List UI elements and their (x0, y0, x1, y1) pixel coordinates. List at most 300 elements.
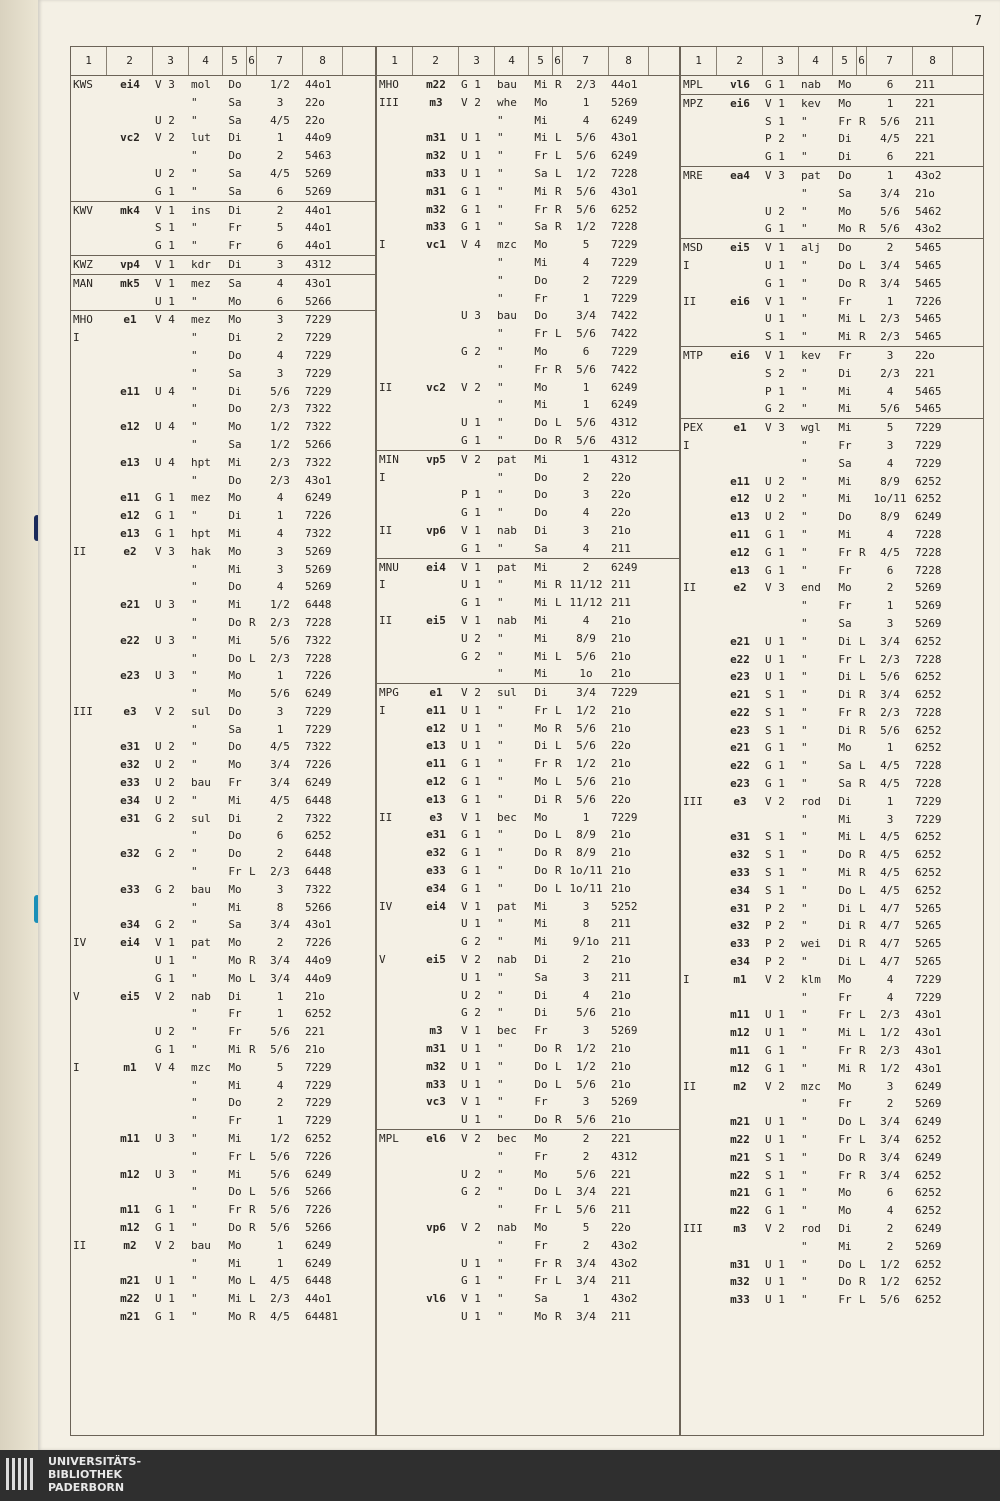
table-cell (71, 1148, 107, 1166)
table-cell (71, 365, 107, 383)
table-cell: e31 (426, 828, 446, 842)
table-cell (153, 1112, 189, 1130)
table-cell (553, 451, 563, 469)
table-cell: 6249 (305, 1256, 332, 1270)
table-cell: G 1 (461, 864, 481, 878)
table-cell (553, 290, 563, 308)
table-cell: Fr (838, 1044, 852, 1058)
table-cell: 5/6 (270, 1025, 290, 1039)
table-cell (553, 951, 563, 969)
table-cell: L (555, 775, 562, 789)
table-row (681, 597, 983, 615)
table-cell (857, 473, 867, 491)
table-cell: Do (228, 704, 242, 718)
table-cell: 1/2 (576, 220, 596, 234)
table-cell: " (801, 384, 808, 398)
table-cell (553, 469, 563, 487)
table-cell (553, 396, 563, 414)
table-row (71, 472, 375, 490)
table-cell: Di (838, 670, 852, 684)
table-cell: Do (838, 1275, 852, 1289)
table-cell: e1 (733, 421, 747, 435)
table-cell (459, 1237, 495, 1255)
table-cell: " (801, 114, 808, 128)
table-cell: G 1 (461, 184, 481, 198)
table-cell: S 1 (765, 830, 785, 844)
table-cell: 7228 (915, 545, 942, 559)
table-row (71, 916, 375, 934)
table-cell: 5252 (611, 899, 638, 913)
table-cell (71, 561, 107, 579)
table-cell: e13 (426, 739, 446, 753)
table-cell: 43o2 (915, 222, 942, 236)
table-cell: R (555, 757, 562, 771)
table-cell: Sa (534, 970, 548, 984)
table-cell: " (801, 1257, 808, 1271)
table-cell: Sa (228, 95, 242, 109)
table-cell (107, 1183, 153, 1201)
table-row (681, 1184, 983, 1202)
table-cell (377, 773, 413, 791)
table-cell: 21o (305, 989, 325, 1003)
table-cell (247, 1112, 257, 1130)
table-cell: L (555, 1185, 562, 1199)
table-cell: " (801, 186, 808, 200)
table-cell (247, 721, 257, 739)
table-cell: 43o1 (305, 276, 332, 290)
table-cell: 3 (276, 704, 284, 718)
table-cell (247, 899, 257, 917)
table-cell: V 2 (461, 452, 481, 466)
table-cell: e34 (730, 883, 750, 897)
table-cell: R (249, 1043, 256, 1057)
table-row (377, 1272, 679, 1290)
table-cell: " (191, 793, 198, 807)
table-cell: 5/6 (576, 1006, 596, 1020)
table-cell: m21 (730, 1115, 750, 1129)
table-cell: m31 (426, 131, 446, 145)
table-row (71, 1077, 375, 1095)
table-row (71, 1112, 375, 1130)
table-cell: 3/4 (880, 186, 900, 200)
table-cell: V 1 (765, 294, 785, 308)
table-cell (459, 254, 495, 272)
table-cell: 6252 (915, 1168, 942, 1182)
table-cell: Mi (534, 935, 548, 949)
table-cell: L (555, 1077, 562, 1091)
table-cell: m21 (730, 1186, 750, 1200)
table-cell: U 2 (765, 204, 785, 218)
table-cell: 4 (276, 348, 284, 362)
table-cell (413, 1237, 459, 1255)
table-cell: S 1 (765, 883, 785, 897)
table-cell: Di (228, 257, 242, 271)
table-cell: 2 (276, 203, 284, 217)
table-cell: " (801, 1168, 808, 1182)
table-cell: vp6 (426, 1221, 446, 1234)
table-cell: 5/6 (576, 1203, 596, 1217)
table-row (681, 775, 983, 793)
column-header: 5 (833, 47, 857, 75)
table-cell: 6249 (305, 1167, 332, 1181)
table-row (71, 596, 375, 614)
table-cell (553, 1237, 563, 1255)
table-cell: 21o (611, 649, 631, 663)
table-cell: V 2 (765, 1222, 785, 1235)
table-cell: R (555, 721, 562, 735)
table-cell: Fr (534, 703, 548, 717)
table-cell: Di (838, 723, 852, 737)
table-cell: Do (228, 740, 242, 754)
table-cell: e13 (730, 510, 750, 524)
table-cell (71, 1077, 107, 1095)
table-cell: 21o (611, 703, 631, 717)
table-row (377, 844, 679, 862)
table-cell: Do (838, 1150, 852, 1164)
table-cell: 5269 (915, 1097, 942, 1111)
table-cell (247, 827, 257, 845)
table-cell: 6 (886, 1186, 894, 1200)
table-cell: " (191, 865, 198, 879)
table-row (681, 615, 983, 633)
column-header: 1 (71, 47, 107, 75)
table-cell: 4 (276, 580, 284, 594)
table-cell (857, 419, 867, 437)
table-cell: Fr (534, 1149, 548, 1163)
table-cell: vc1 (426, 238, 446, 252)
table-cell: " (801, 276, 808, 290)
table-cell: Do (534, 309, 548, 323)
table-row (681, 1149, 983, 1167)
table-cell: Di (228, 331, 242, 345)
table-cell: m33 (426, 220, 446, 234)
table-cell: m2 (733, 1079, 747, 1093)
table-cell (107, 952, 153, 970)
table-cell: m2 (123, 1238, 137, 1252)
table-cell: L (555, 1274, 562, 1288)
table-row (681, 651, 983, 669)
table-cell: 5265 (915, 901, 942, 915)
table-cell: klm (801, 972, 821, 986)
table-cell: U 2 (155, 1025, 175, 1039)
table-cell: Mi (534, 649, 548, 663)
table-cell (71, 738, 107, 756)
table-cell: " (801, 527, 808, 541)
table-cell: 3 (276, 257, 284, 271)
table-cell: " (191, 1114, 198, 1128)
table-cell: 4/5 (270, 740, 290, 754)
table-cell: L (859, 670, 866, 684)
table-cell: 221 (611, 1132, 631, 1146)
table-cell: ins (191, 203, 211, 217)
table-cell (413, 1183, 459, 1201)
table-cell: 7229 (915, 794, 942, 808)
table-cell: vl6 (426, 1292, 446, 1306)
table-cell: 2/3 (270, 402, 290, 416)
table-row (377, 791, 679, 809)
table-cell (459, 325, 495, 343)
table-cell: III (73, 704, 93, 718)
table-cell: 5266 (305, 1185, 332, 1199)
table-cell (413, 915, 459, 933)
table-cell: el6 (426, 1132, 446, 1146)
table-cell (681, 328, 717, 346)
table-cell: 1/2 (270, 420, 290, 434)
table-cell: Mi (838, 312, 852, 326)
table-cell (857, 562, 867, 580)
table-cell: " (191, 221, 198, 235)
table-cell: G 1 (155, 526, 175, 540)
table-cell: Mo (228, 669, 242, 683)
table-cell: Mo (228, 936, 242, 950)
table-cell: Do (534, 1042, 548, 1056)
table-cell: " (497, 416, 504, 430)
table-cell (153, 863, 189, 881)
table-cell: " (801, 222, 808, 236)
table-cell: Do (534, 1113, 548, 1127)
table-cell (553, 112, 563, 130)
table-cell: Mo (838, 96, 852, 110)
table-cell (553, 254, 563, 272)
table-cell: 22o (611, 470, 631, 484)
table-cell (153, 614, 189, 632)
table-cell: 22o (611, 792, 631, 806)
table-cell: Di (838, 688, 852, 702)
table-cell (247, 256, 257, 274)
table-cell: L (859, 901, 866, 915)
table-cell: Do (228, 847, 242, 861)
table-cell: 2/3 (270, 473, 290, 487)
table-cell: 22o (611, 1221, 631, 1234)
table-cell: " (191, 331, 198, 345)
table-cell (857, 1184, 867, 1202)
table-cell: V 1 (155, 936, 175, 950)
table-cell: e22 (120, 633, 140, 647)
table-cell (107, 183, 153, 201)
table-row (681, 544, 983, 562)
table-cell: e21 (120, 598, 140, 612)
table-cell: " (191, 1096, 198, 1110)
column-header: 8 (303, 47, 343, 75)
table-cell: Mo (228, 1309, 242, 1323)
column-header-row (377, 47, 679, 76)
table-cell (71, 1290, 107, 1308)
table-cell: Do (534, 1059, 548, 1073)
table-cell: " (497, 1095, 504, 1109)
table-cell: 6252 (915, 1204, 942, 1218)
table-cell: L (249, 1292, 256, 1306)
table-cell: Mo (838, 204, 852, 218)
table-cell: mez (191, 313, 211, 327)
table-cell (71, 454, 107, 472)
table-cell (763, 597, 799, 615)
table-cell: " (497, 433, 504, 447)
table-cell (717, 400, 763, 418)
table-row (71, 274, 375, 293)
table-cell (413, 648, 459, 666)
table-row (681, 900, 983, 918)
table-row (681, 400, 983, 418)
table-cell: " (191, 669, 198, 683)
table-cell: 221 (611, 1185, 631, 1199)
table-cell: Sa (534, 166, 548, 180)
table-row (377, 951, 679, 969)
table-cell: 22o (611, 739, 631, 753)
table-cell: MRE (683, 168, 703, 182)
table-cell: Fr (534, 327, 548, 341)
table-cell: 5/6 (576, 1113, 596, 1127)
table-cell (857, 347, 867, 365)
table-cell: V 3 (765, 581, 785, 595)
table-cell: L (859, 1026, 866, 1040)
table-cell: Sa (228, 276, 242, 290)
table-row (377, 129, 679, 147)
table-row (681, 1078, 983, 1096)
table-cell: 21o (611, 757, 631, 771)
table-row (71, 383, 375, 401)
table-row (681, 722, 983, 740)
table-cell: 2 (582, 560, 590, 574)
table-cell: Mi (534, 131, 548, 145)
table-cell: G 1 (765, 563, 785, 577)
table-cell: Mi (534, 78, 548, 91)
table-cell: 8 (276, 900, 284, 914)
table-row (377, 76, 679, 94)
table-cell: Di (838, 634, 852, 648)
table-cell: I (683, 258, 690, 272)
column-header: 1 (681, 47, 717, 75)
table-cell: 221 (915, 366, 935, 380)
table-cell (71, 1112, 107, 1130)
table-row (377, 665, 679, 683)
table-row (681, 864, 983, 882)
table-row (71, 219, 375, 237)
table-cell: 1 (886, 741, 894, 755)
table-cell: Fr (534, 1024, 548, 1038)
table-cell: " (801, 492, 808, 506)
table-cell (247, 881, 257, 899)
column-header-row (681, 47, 983, 76)
table-cell: L (555, 881, 562, 895)
table-cell: 7229 (611, 344, 638, 358)
table-cell: 7228 (305, 615, 332, 629)
table-cell: G 1 (461, 596, 481, 610)
table-cell: e34 (730, 955, 750, 969)
table-cell: Di (838, 132, 852, 146)
table-cell: R (859, 276, 866, 290)
table-cell: Do (534, 433, 548, 447)
table-cell: 4/5 (270, 793, 290, 807)
table-cell: " (801, 955, 808, 969)
table-cell: " (497, 970, 504, 984)
table-cell (71, 347, 107, 365)
table-cell: U 1 (461, 1042, 481, 1056)
table-cell (717, 811, 763, 829)
table-cell: " (497, 1238, 504, 1252)
table-cell: 7229 (305, 1096, 332, 1110)
table-cell: Mi (838, 402, 852, 416)
table-cell: U 3 (155, 1132, 175, 1146)
table-cell: 3 (582, 488, 590, 502)
table-cell (247, 1237, 257, 1255)
table-cell: 211 (611, 935, 631, 949)
table-row (377, 915, 679, 933)
table-cell (857, 811, 867, 829)
table-cell (857, 400, 867, 418)
table-cell (377, 129, 413, 147)
table-cell: " (801, 1186, 808, 1200)
table-cell: G 2 (155, 847, 175, 861)
table-cell: 4 (276, 526, 284, 540)
table-row (71, 703, 375, 721)
table-row (377, 720, 679, 738)
page-number: 7 (974, 14, 982, 29)
table-cell: 6249 (305, 687, 332, 701)
table-row (681, 1006, 983, 1024)
table-cell (553, 809, 563, 827)
table-cell: e32 (730, 919, 750, 933)
column-header: 4 (189, 47, 223, 75)
table-cell: U 3 (461, 309, 481, 323)
table-cell: 22o (305, 113, 325, 127)
table-cell: " (801, 1150, 808, 1164)
table-cell (681, 526, 717, 544)
table-cell: " (497, 828, 504, 842)
table-cell: " (191, 829, 198, 843)
table-cell (681, 113, 717, 131)
table-cell: P 2 (765, 937, 785, 951)
table-cell: 6249 (611, 149, 638, 163)
table-cell: U 3 (155, 633, 175, 647)
table-cell (107, 293, 153, 311)
table-cell: m11 (730, 1044, 750, 1058)
table-cell: 2 (582, 1238, 590, 1252)
table-cell (857, 739, 867, 757)
table-cell (857, 130, 867, 148)
table-cell: Do (228, 1221, 242, 1234)
table-cell: " (801, 1097, 808, 1111)
table-cell (247, 94, 257, 112)
table-row (71, 827, 375, 845)
column-header: 6 (857, 47, 867, 75)
table-cell (107, 650, 153, 668)
table-cell: 1 (276, 989, 284, 1003)
table-cell (413, 272, 459, 290)
table-cell: G 1 (765, 1186, 785, 1200)
table-row (71, 774, 375, 792)
table-cell: Mo (534, 1167, 548, 1181)
table-row (681, 757, 983, 775)
table-row (681, 1220, 983, 1238)
table-cell: 3/4 (270, 954, 290, 968)
table-cell (553, 684, 563, 702)
table-cell: e12 (426, 721, 446, 735)
table-cell: R (555, 433, 562, 447)
table-cell: 5/6 (576, 327, 596, 341)
table-cell: " (497, 166, 504, 180)
table-cell (681, 1006, 717, 1024)
table-cell: 7228 (915, 777, 942, 791)
table-cell: G 1 (765, 222, 785, 236)
table-cell: nab (497, 523, 517, 537)
table-cell: 1/2 (270, 437, 290, 451)
table-cell: 6 (886, 150, 894, 164)
table-cell: Di (838, 937, 852, 951)
library-logo-icon (6, 1458, 42, 1490)
table-cell (413, 1255, 459, 1273)
table-cell: 3 (276, 882, 284, 896)
table-cell (377, 414, 413, 432)
